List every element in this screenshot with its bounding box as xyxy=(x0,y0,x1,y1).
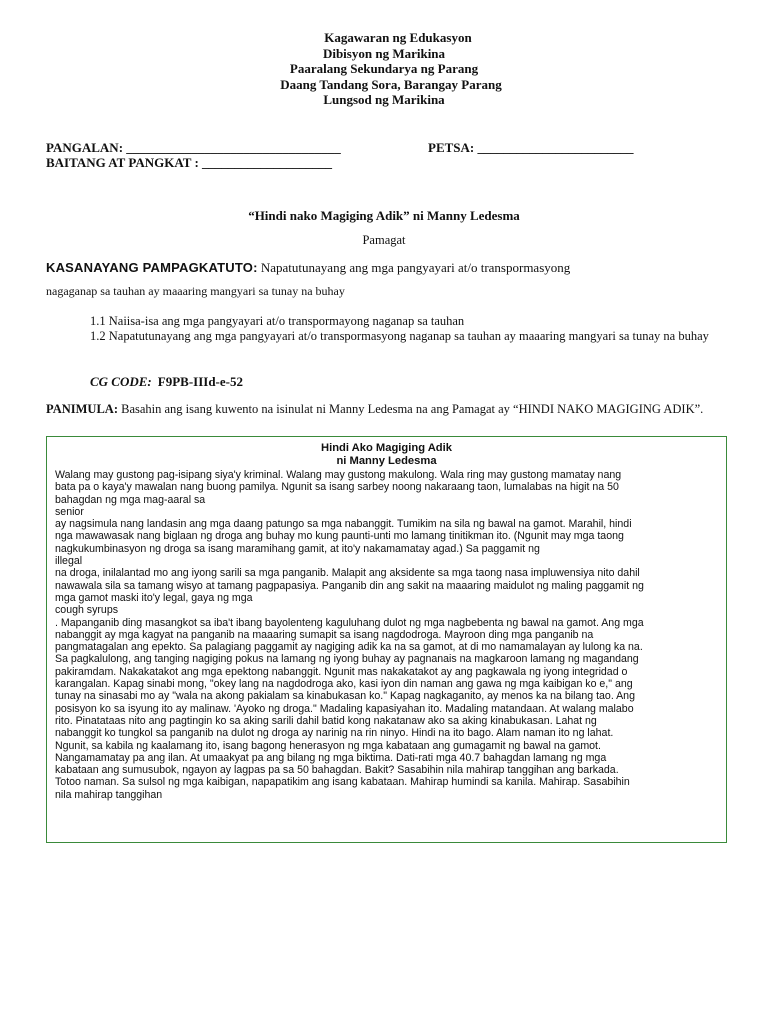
title-label: Pamagat xyxy=(362,233,406,247)
story-line: nabanggit ay mga kagyat na panganib na maaaring sumapit sa isang nagdodroga. Mayroon ding mga panganib na xyxy=(55,628,594,641)
story-line: nila mahirap tanggihan xyxy=(55,788,163,801)
cg-code xyxy=(90,374,243,390)
date-field[interactable]: PETSA: ________________________ xyxy=(428,140,634,155)
story-line: . Mapanganib ding masangkot sa iba't ibang bayolenteng kaguluhang dulot ng mga nagbebenta ng bawal na gamot. Ang mga xyxy=(55,616,644,629)
story-line: senior xyxy=(55,505,84,518)
story-line: Nangamamatay pa ang ilan. At umaakyat pa ang bilang ng mga biktima. Dati-rati mga 40.7 bahagdan lamang ng mga xyxy=(55,751,607,764)
story-line: Walang may gustong pag-isipang siya'y kriminal. Walang may gustong makulong. Wala ring may gustong mamatay nang xyxy=(55,469,622,481)
story-line: kabataan ang sumusubok, ngayon ay lagpas pa sa 50 bahagdan. Bakit? Sasabihin nila mahirap tanggihan ang barkada. xyxy=(55,764,619,777)
story-line: cough syrups xyxy=(55,604,119,617)
header-line-address: Daang Tandang Sora, Barangay Parang xyxy=(280,76,502,92)
story-line: bahagdan ng mga mag-aaral sa xyxy=(55,493,206,506)
story-line: pangmatagalan ang epekto. Sa palagiang paggamit ay nagiging adik ka na sa gamot, at di mo namamalayan ay lulong ka na. xyxy=(55,641,643,654)
story-box xyxy=(46,436,727,843)
learning-competency-label: KASANAYANG PAMPAGKATUTO: xyxy=(46,260,258,275)
story-line: bata pa o kaya'y mawalan nang buong pamilya. Ngunit sa isang sarbey noong nakaraang taon, lumalabas na higit na 50 xyxy=(55,481,619,494)
story-title: “Hindi nako Magiging Adik” ni Manny Ledesma xyxy=(248,208,520,223)
sub-competency-1: 1.1 Naiisa-isa ang mga pangyayari at/o transpormayong naganap sa tauhan xyxy=(90,314,465,328)
sub-competency-2: 1.2 Napatutunayang ang mga pangyayari at/o transpormasyong naganap sa tauhan ay maaaring mangyari sa tunay na buhay xyxy=(90,329,709,343)
story-box-author: ni Manny Ledesma xyxy=(336,455,437,467)
story-line: posisyon ko sa isyung ito ay malinaw. 'Ayoko ng droga." Madaling kapasiyahan ito. Madaling matandaan. At walang malabo xyxy=(55,702,634,715)
story-line: Sa pagkalulong, ang tanging nagiging pokus na lamang ng iyong buhay ay pagnanais na magkaroon lamang ng magandang xyxy=(55,653,639,666)
header-line-division: Dibisyon ng Marikina xyxy=(322,45,446,61)
story-line: nawawala sila sa tamang wisyo at tamang pagpapasiya. Panganib din ang sakit na maaaring maidulot ng maling paggamit ng xyxy=(55,579,644,592)
story-line: pakiramdam. Nakakatakot ang mga epektong nabanggit. Ngunit mas nakakatakot ay ang pagkawala ng iyong integridad o xyxy=(55,665,628,678)
story-box-title: Hindi Ako Magiging Adik xyxy=(321,442,452,454)
story-line: nagkukumbinasyon ng droga sa isang maramihang gamit, at ito'y nakamamatay agad.) Sa paggamit ng xyxy=(55,542,540,555)
learning-competency xyxy=(46,260,736,276)
story-line: Ngunit, sa kabila ng kaalamang ito, isang bagong henerasyon ng mga kabataan ang gumagamit ng bawal na gamot. xyxy=(55,739,601,752)
learning-competency-text: Napatutunayang ang mga pangyayari at/o transpormasyong xyxy=(257,260,571,275)
learning-competency-text-cont: nagaganap sa tauhan ay maaaring mangyari sa tunay na buhay xyxy=(46,284,345,298)
school-header xyxy=(0,30,768,108)
story-line: mga gamot maski ito'y legal, gaya ng mga xyxy=(55,591,253,604)
story-line: nga mawawasak nang biglaan ng droga ang buhay mo kung paunti-unti mo lamang tinitikman ito. (Ngunit may mga taong xyxy=(55,530,624,543)
grade-section-field[interactable]: BAITANG AT PANGKAT : ____________________ xyxy=(46,155,333,170)
story-body xyxy=(55,469,719,801)
cg-code-value: F9PB-IIId-e-52 xyxy=(157,374,243,389)
story-line: rito. Pinatataas nito ang pagtingin ko sa aking sarili dahil batid kong nakatanaw ako sa aking kinabukasan. Lahat ng xyxy=(55,714,597,727)
header-line-city: Lungsod ng Marikina xyxy=(323,92,445,107)
cg-code-label: CG CODE: xyxy=(90,374,152,389)
story-line: karangalan. Kapag sinabi mong, "okey lang na nagdodroga ako, kasi iyon din naman ang gawa ng mga kaibigan ko e," ang xyxy=(55,678,633,691)
introduction-label: PANIMULA: xyxy=(46,402,118,416)
introduction-text: Basahin ang isang kuwento na isinulat ni Manny Ledesma na ang Pamagat ay “HINDI NAKO MAGIGING ADIK”. xyxy=(117,402,704,416)
header-line-school: Paaralang Sekundarya ng Parang xyxy=(289,61,479,76)
name-field[interactable]: PANGALAN: _________________________________ xyxy=(46,140,341,155)
introduction xyxy=(46,402,736,418)
story-line: Totoo naman. Sa sulsol ng mga kaibigan, napapatikim ang isang kabataan. Mahirap humindi sa kanila. Mahirap. Sasabihin xyxy=(55,776,630,789)
story-line: tunay na sinasabi mo ay "wala na akong pakialam sa kinabukasan ko." Kapag nagkaganito, ay menos ka na bilang tao. Ang xyxy=(55,690,635,703)
story-line: nabanggit ko tungkol sa panganib na dulot ng droga ay narinig na rin ninyo. Hindi na ito bago. Alam naman ito ng lahat. xyxy=(55,727,614,740)
story-line: illegal xyxy=(55,555,83,568)
story-line: ay nagsimula nang landasin ang mga daang patungo sa mga nabanggit. Tumikim na sila ng bawal na gamot. Marahil, hindi xyxy=(55,518,632,531)
story-heading xyxy=(47,442,726,468)
header-line-department: Kagawaran ng Edukasyon xyxy=(324,30,472,45)
story-line: na droga, inilalantad mo ang iyong sarili sa mga panganib. Malapit ang aksidente sa mga taong nasa impluwensiya nito dahil xyxy=(55,567,640,580)
